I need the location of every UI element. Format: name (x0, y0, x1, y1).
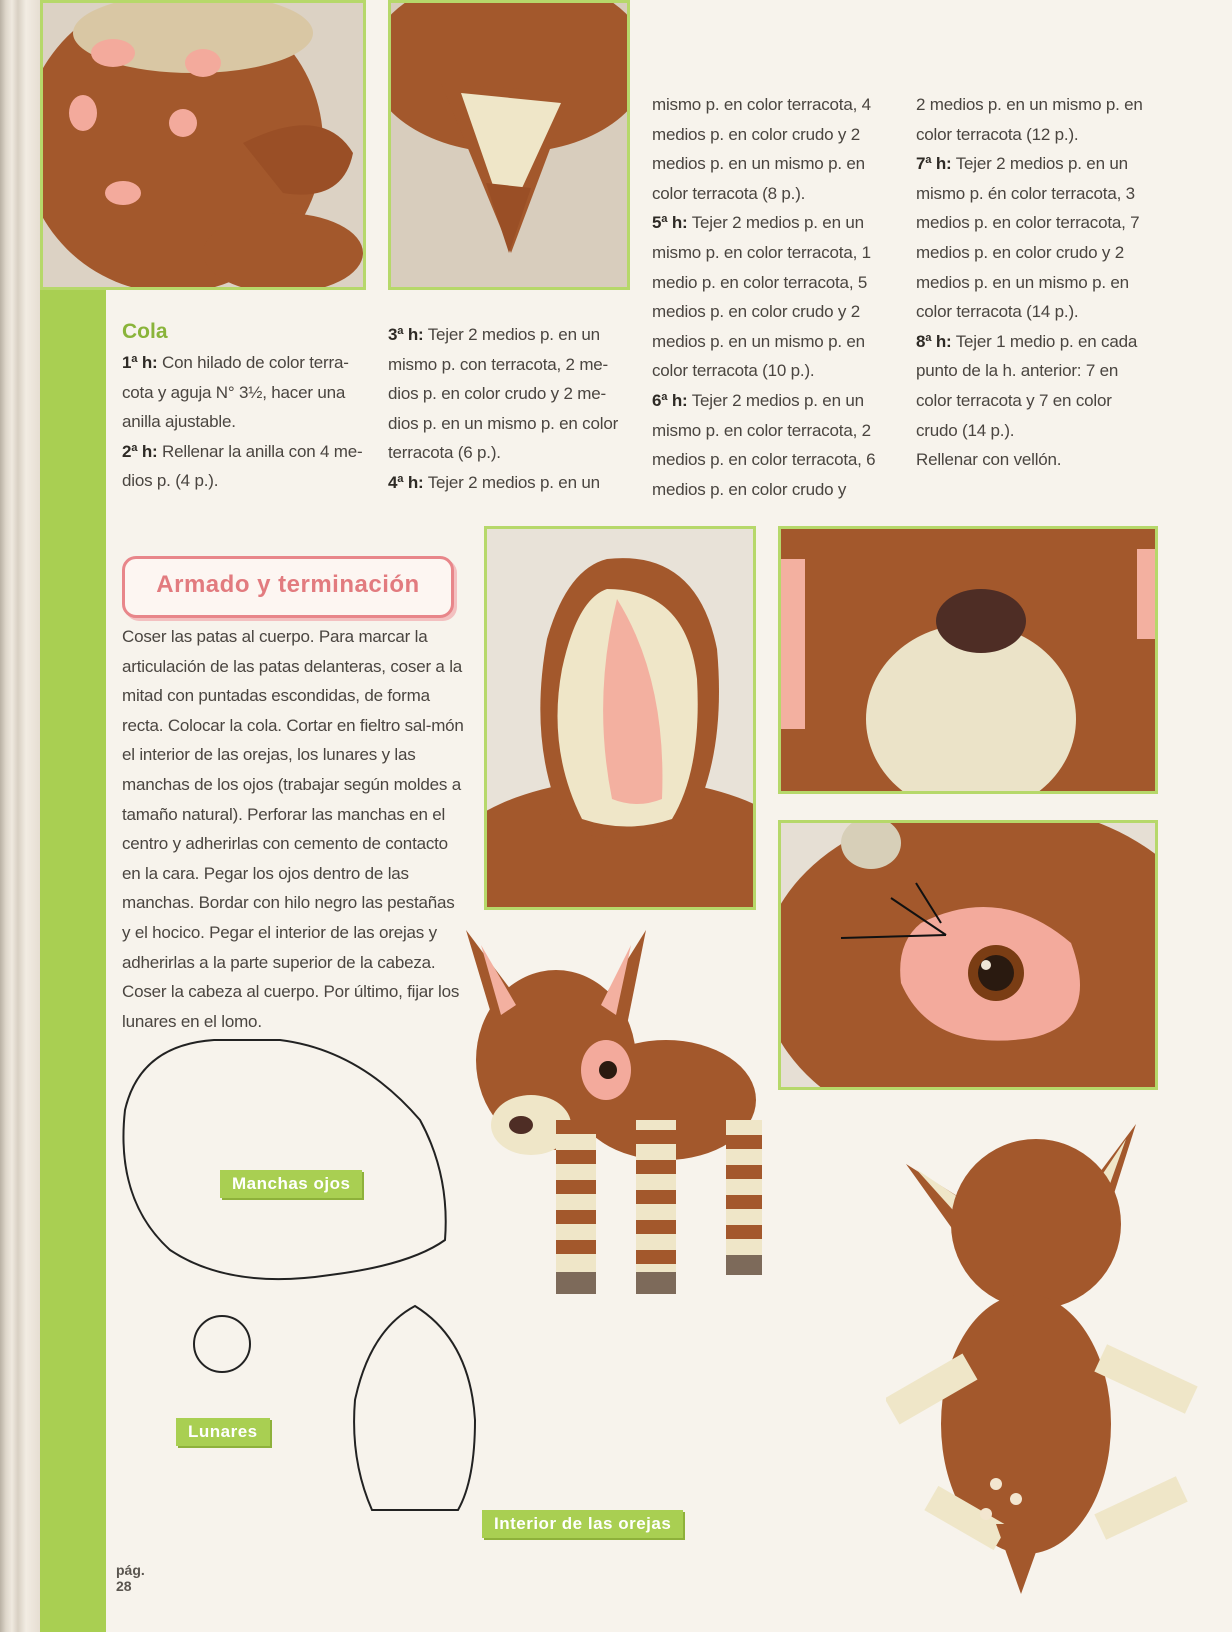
round-5: 5ª h: Tejer 2 medios p. en un mismo p. en color terracota, 1 medio p. en color terracota, 5 medios p. en color crudo y 2 medios p. en un mismo p. en color terracota (10 p.). (652, 213, 871, 381)
cola-column-4 (916, 90, 1156, 475)
photo-ear (484, 526, 756, 910)
round-1: 1ª h: Con hilado de color terra-cota y aguja N° 3½, hacer una anilla ajustable. (122, 353, 349, 432)
page-number: pág. 28 (116, 1562, 145, 1594)
photo-deer-spots (40, 0, 366, 290)
round-2: 2ª h: Rellenar la anilla con 4 me-dios p. (4 p.). (122, 441, 363, 491)
cola-column-3 (652, 90, 892, 504)
armado-heading-box (122, 556, 454, 618)
finish-step: Rellenar con vellón. (916, 450, 1062, 470)
round-6-cont: 2 medios p. en un mismo p. en color terracota (12 p.). (916, 95, 1143, 144)
label-interior-orejas: Interior de las orejas (482, 1510, 683, 1538)
label-lunares: Lunares (176, 1418, 270, 1446)
cola-column-1 (122, 348, 372, 496)
deer-toy-back-image (886, 1104, 1216, 1604)
green-margin-band (40, 288, 106, 1632)
photo-nose (778, 526, 1158, 794)
photo-eye (778, 820, 1158, 1090)
label-manchas-ojos: Manchas ojos (220, 1170, 362, 1198)
round-8: 8ª h: Tejer 1 medio p. en cada punto de la h. anterior: 7 en color terracota y 7 en color crudo (14 p.). (916, 331, 1138, 440)
page-edge (0, 0, 40, 1632)
round-4-cont: mismo p. en color terracota, 4 medios p. en color crudo y 2 medios p. en un mismo p. en color terracota (8 p.). (652, 95, 871, 203)
round-6: 6ª h: Tejer 2 medios p. en un mismo p. en color terracota, 2 medios p. en color terracota, 6 medios p. en color crudo y (652, 390, 876, 499)
armado-body: Coser las patas al cuerpo. Para marcar la articulación de las patas delanteras, coser a la mitad con puntadas escondidas, de forma recta. Colocar la cola. Cortar en fieltro sal-món el interior de las orejas, los lunares y las manchas de los ojos (trabajar según moldes a tamaño natural). Perforar las manchas en el centro y adherirlas con cemento de contacto en la cara. Pegar los ojos dentro de las manchas. Bordar con hilo negro las pestañas y el hocico. Pegar el interior de las orejas y adherirlas a la parte superior de la cabeza. Coser la cabeza al cuerpo. Por último, fijar los lunares en el lomo. (122, 627, 464, 1031)
round-7: 7ª h: Tejer 2 medios p. en un mismo p. én color terracota, 3 medios p. en color terracota, 7 medios p. en color crudo y 2 medios p. en un mismo p. en color terracota (14 p.). (916, 154, 1140, 322)
deer-toy-front-image (456, 920, 796, 1340)
photo-deer-tail (388, 0, 630, 290)
round-4: 4ª h: Tejer 2 medios p. en un (388, 472, 600, 492)
round-3: 3ª h: Tejer 2 medios p. en un mismo p. con terracota, 2 me-dios p. en color crudo y 2 me-dios p. en un mismo p. en color terracota (6 p.). (388, 325, 619, 463)
cola-column-2 (388, 320, 628, 498)
cola-title: Cola (122, 320, 168, 343)
armado-title: Armado y terminación (156, 571, 420, 598)
